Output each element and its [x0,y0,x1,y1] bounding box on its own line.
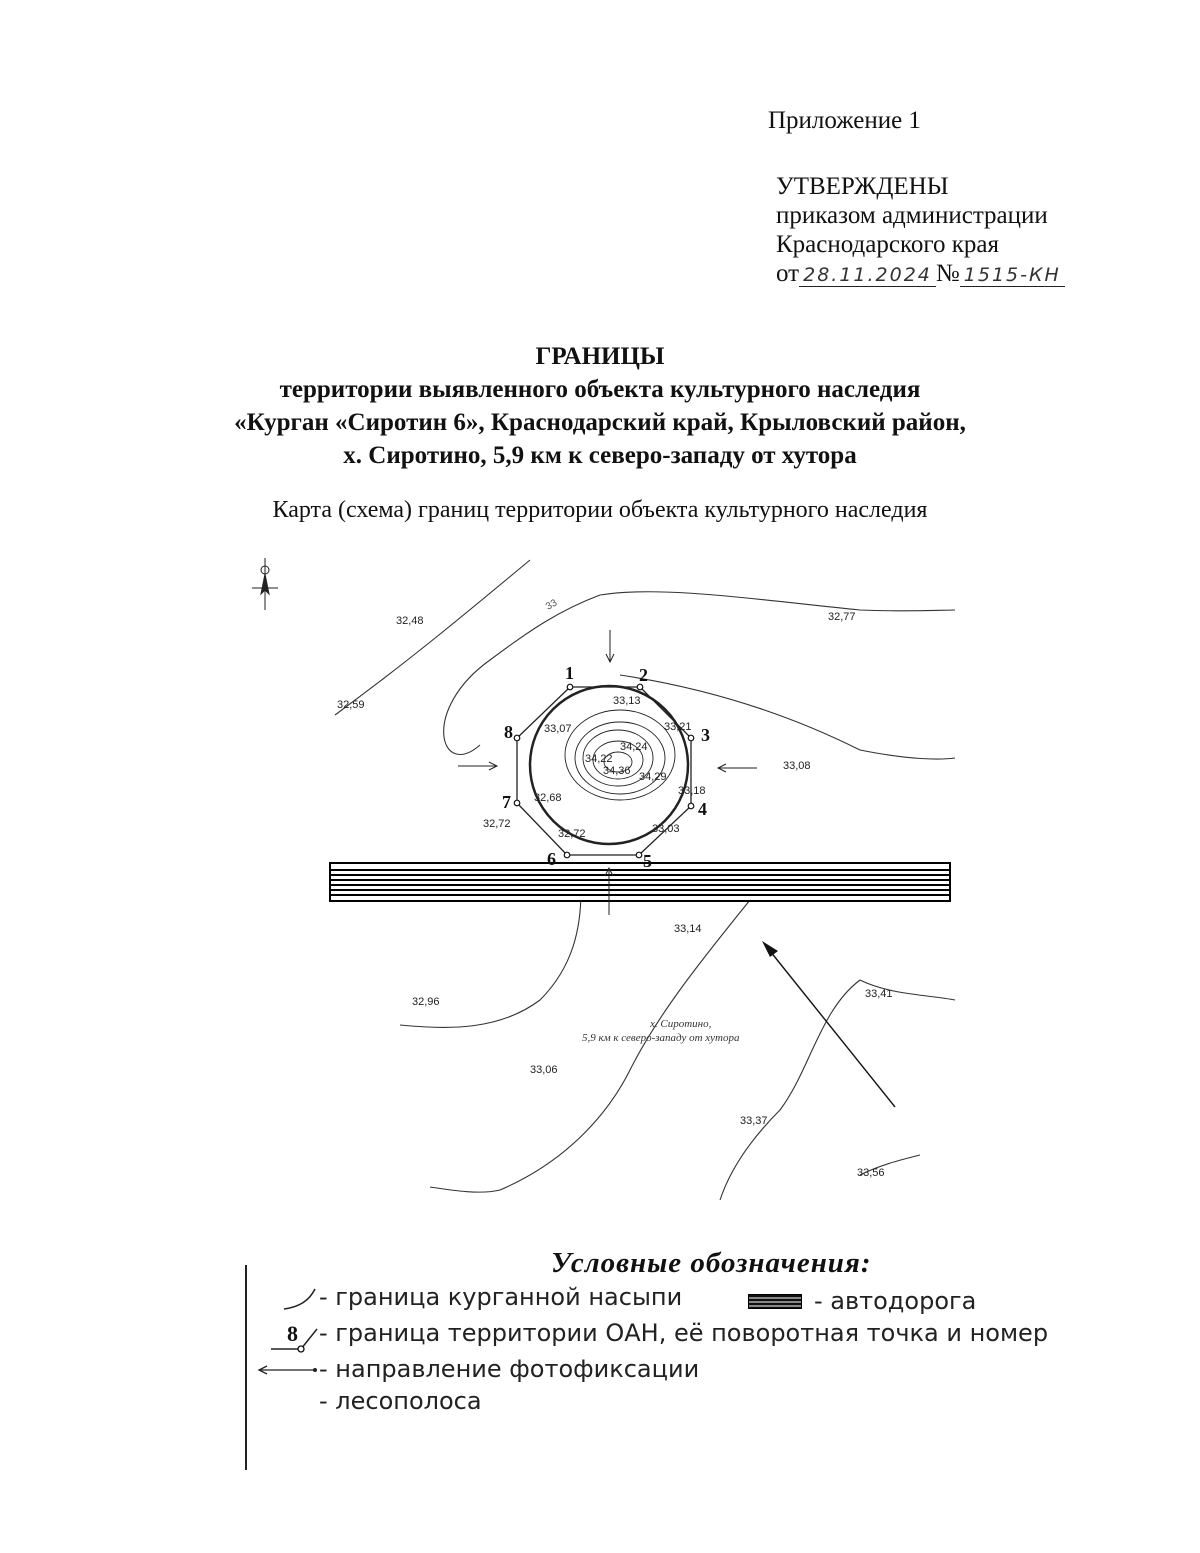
elevation-label: 33,37 [740,1115,768,1127]
boundary-point-1 [567,684,573,690]
elevation-label: 34,36 [603,765,631,777]
contour-line [430,900,750,1192]
boundary-map [240,550,960,1200]
point-number-7: 7 [502,792,511,812]
title-line-4: х. Сиротино, 5,9 км к северо-западу от хутора [343,442,857,469]
direction-note-1: х. Сиротино, [650,1018,712,1030]
boundary-point-2 [637,684,643,690]
number-value: 1515-КН [960,264,1065,287]
contour-line [720,980,860,1200]
point-number-5: 5 [643,851,652,871]
title-line-2: территории выявленного объекта культурного наследия [279,376,921,403]
north-arrow-icon [252,558,278,610]
elevation-label: 34,24 [620,741,648,753]
elevation-label: 32,68 [534,792,562,804]
date-prefix: от [776,260,800,287]
elevation-label: 34,22 [585,753,613,765]
map-subtitle: Карта (схема) границ территории объекта культурного наследия [272,497,928,523]
legend-sample-point-number: 8 [287,1321,298,1346]
contour-line [335,560,530,715]
elevation-label: 33,07 [544,723,572,735]
mound-boundary-symbol-icon [279,1283,319,1313]
legend-road-label: - автодорога [814,1287,977,1315]
road [330,863,950,901]
elevation-label: 32,59 [337,699,365,711]
date-value: 28.11.2024 [799,264,936,287]
legend-photo-direction-label: - направление фотофиксации [319,1355,700,1383]
approved-label: УТВЕРЖДЕНЫ [776,173,949,200]
map-legend [245,1247,1105,1474]
legend-divider [245,1265,247,1470]
elevation-label: 34,29 [639,771,667,783]
approval-block [768,106,1065,290]
title-line-1: ГРАНИЦЫ [535,343,665,370]
boundary-point-4 [688,803,694,809]
elevation-label: 32,48 [396,615,424,627]
approval-line-2: Краснодарского края [776,231,999,258]
elevation-label: 33,06 [530,1064,558,1076]
elevation-label: 33,08 [783,760,811,772]
number-prefix: № [935,260,960,287]
elevation-label: 32,72 [483,818,511,830]
boundary-point-5 [636,852,642,858]
elevation-label: 33,18 [678,785,706,797]
point-number-4: 4 [698,799,707,819]
point-number-6: 6 [547,849,556,869]
elevation-label: 33,13 [613,695,641,707]
legend-title: Условные обозначения: [551,1247,872,1279]
elevation-label: 33,21 [664,721,692,733]
legend-mound-boundary-label: - граница курганной насыпи [319,1283,683,1311]
contour-value-label: 33 [544,597,560,613]
point-number-2: 2 [639,665,648,685]
legend-forest-belt-label: - лесополоса [319,1387,482,1415]
elevation-label: 32,77 [828,611,856,623]
approval-date-line [768,259,1065,290]
elevation-label: 33,14 [674,923,702,935]
territory-boundary-symbol-icon [269,1319,323,1359]
point-number-1: 1 [565,663,574,683]
direction-note-2: 5,9 км к северо-западу от хутора [582,1032,740,1044]
boundary-point-7 [514,800,520,806]
point-number-3: 3 [701,725,710,745]
elevation-label: 32,96 [412,996,440,1008]
elevation-label: 32,72 [558,828,586,840]
point-number-8: 8 [504,722,513,742]
title-line-3: «Курган «Сиротин 6», Краснодарский край, Крыловский район, [234,409,966,436]
boundary-point-6 [564,852,570,858]
elevation-label: 33,41 [865,988,893,1000]
document-title [0,340,1200,472]
approval-line-1: приказом администрации [776,202,1048,229]
appendix-label: Приложение 1 [768,107,921,134]
direction-to-hamlet [582,941,895,1107]
boundary-point-3 [688,735,694,741]
legend-territory-boundary-label: - граница территории ОАН, её поворотная точка и номер [319,1319,1049,1347]
photo-direction-symbol-icon [255,1355,319,1385]
contour-line [444,592,955,755]
boundary-point-8 [514,735,520,741]
elevation-label: 33,03 [652,823,680,835]
road-symbol-icon [748,1294,802,1309]
elevation-label: 33,56 [857,1167,885,1179]
